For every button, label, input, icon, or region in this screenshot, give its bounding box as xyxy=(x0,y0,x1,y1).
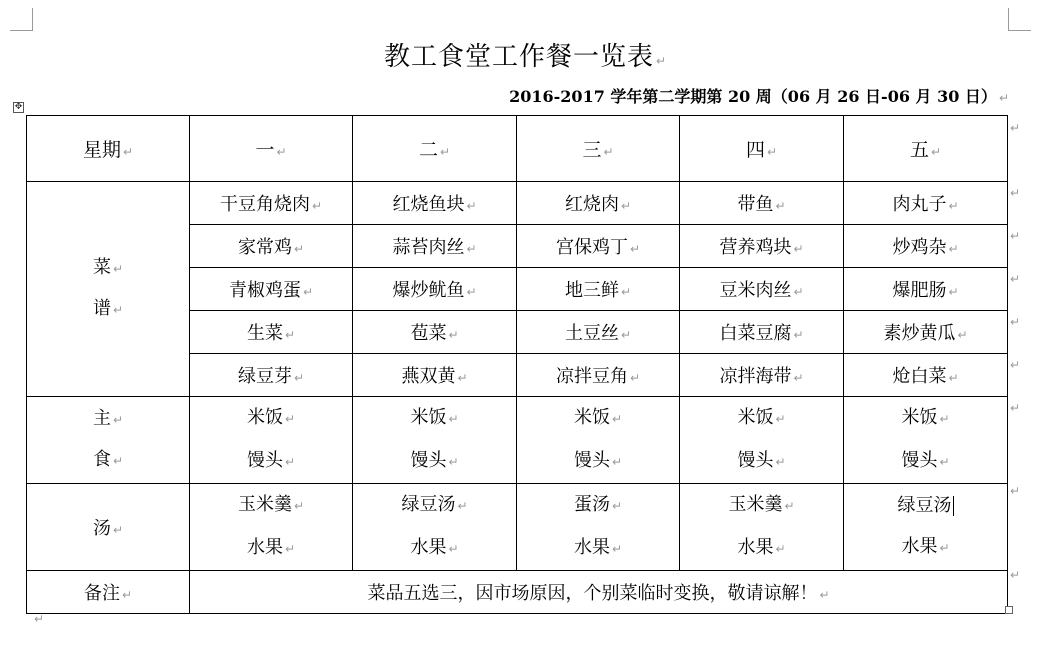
menu-table xyxy=(26,115,1008,614)
dish-cell[interactable]: 燕双黄 ↵ xyxy=(353,354,517,397)
menu-section-label[interactable]: 菜 ↵ 谱 ↵ xyxy=(27,182,190,397)
dish-cell[interactable]: 绿豆芽 ↵ xyxy=(190,354,353,397)
header-row xyxy=(27,116,1008,182)
dish-cell[interactable]: 蒜苔肉丝 ↵ xyxy=(353,225,517,268)
dish-cell[interactable]: 凉拌海带 ↵ xyxy=(680,354,844,397)
soup-cell[interactable]: 绿豆汤 水果 ↵ xyxy=(844,484,1008,571)
day-header[interactable]: 二 ↵ xyxy=(353,116,517,182)
dish-cell[interactable]: 青椒鸡蛋 ↵ xyxy=(190,268,353,311)
crop-mark-top-left xyxy=(10,8,33,31)
dish-cell[interactable]: 素炒黄瓜 ↵ xyxy=(844,311,1008,354)
soup-cell[interactable]: 玉米羹 ↵ 水果 ↵ xyxy=(680,484,844,571)
dish-cell[interactable]: 家常鸡 ↵ xyxy=(190,225,353,268)
row-end-mark: ↵ xyxy=(1010,401,1021,415)
soup-cell[interactable]: 蛋汤 ↵ 水果 ↵ xyxy=(517,484,680,571)
table-move-handle-icon[interactable]: ✥ xyxy=(14,102,23,112)
dish-cell[interactable]: 红烧肉 ↵ xyxy=(517,182,680,225)
row-end-mark: ↵ xyxy=(1010,121,1021,135)
dish-cell[interactable]: 生菜 ↵ xyxy=(190,311,353,354)
row-end-mark: ↵ xyxy=(1010,358,1021,372)
dish-cell[interactable]: 豆米肉丝 ↵ xyxy=(680,268,844,311)
staple-cell[interactable]: 米饭 ↵ 馒头 ↵ xyxy=(190,397,353,484)
text-cursor xyxy=(953,496,954,516)
day-header[interactable]: 三 ↵ xyxy=(517,116,680,182)
page-title: 教工食堂工作餐一览表 ↵ xyxy=(383,42,668,72)
dish-cell[interactable]: 苞菜 ↵ xyxy=(353,311,517,354)
row-end-mark: ↵ xyxy=(1010,568,1021,582)
note-text[interactable]: 菜品五选三，因市场原因，个别菜临时变换，敬请谅解！ ↵ xyxy=(190,571,1008,614)
row-end-mark: ↵ xyxy=(1010,229,1021,243)
soup-cell[interactable]: 玉米羹 ↵ 水果 ↵ xyxy=(190,484,353,571)
dish-cell[interactable]: 爆炒鱿鱼 ↵ xyxy=(353,268,517,311)
staple-section-label[interactable]: 主 ↵ 食 ↵ xyxy=(27,397,190,484)
staple-cell[interactable]: 米饭 ↵ 馒头 ↵ xyxy=(844,397,1008,484)
soup-row xyxy=(27,484,1008,571)
staple-cell[interactable]: 米饭 ↵ 馒头 ↵ xyxy=(680,397,844,484)
dish-cell[interactable]: 带鱼 ↵ xyxy=(680,182,844,225)
dish-cell[interactable]: 土豆丝 ↵ xyxy=(517,311,680,354)
document-end-mark: ↵ xyxy=(34,612,45,626)
row-end-mark: ↵ xyxy=(1010,272,1021,286)
soup-section-label[interactable]: 汤 ↵ xyxy=(27,484,190,571)
day-header[interactable]: 一 ↵ xyxy=(190,116,353,182)
staple-cell[interactable]: 米饭 ↵ 馒头 ↵ xyxy=(353,397,517,484)
dish-cell[interactable]: 爆肥肠 ↵ xyxy=(844,268,1008,311)
dish-cell[interactable]: 红烧鱼块 ↵ xyxy=(353,182,517,225)
menu-row xyxy=(27,182,1008,225)
day-header[interactable]: 四 ↵ xyxy=(680,116,844,182)
dish-cell[interactable]: 炝白菜 ↵ xyxy=(844,354,1008,397)
staple-cell[interactable]: 米饭 ↵ 馒头 ↵ xyxy=(517,397,680,484)
page-subtitle: 2016-2017 学年第二学期第 20 周（06 月 26 日-06 月 30 日） ↵ xyxy=(509,87,1009,106)
dish-cell[interactable]: 凉拌豆角 ↵ xyxy=(517,354,680,397)
dish-cell[interactable]: 白菜豆腐 ↵ xyxy=(680,311,844,354)
row-end-mark: ↵ xyxy=(1010,315,1021,329)
dish-cell[interactable]: 宫保鸡丁 ↵ xyxy=(517,225,680,268)
note-label[interactable]: 备注 ↵ xyxy=(27,571,190,614)
dish-cell[interactable]: 地三鲜 ↵ xyxy=(517,268,680,311)
row-end-mark: ↵ xyxy=(1010,186,1021,200)
dish-cell[interactable]: 肉丸子 ↵ xyxy=(844,182,1008,225)
note-row xyxy=(27,571,1008,614)
dish-cell[interactable]: 干豆角烧肉 ↵ xyxy=(190,182,353,225)
staple-row xyxy=(27,397,1008,484)
soup-cell[interactable]: 绿豆汤 ↵ 水果 ↵ xyxy=(353,484,517,571)
dish-cell[interactable]: 营养鸡块 ↵ xyxy=(680,225,844,268)
crop-mark-top-right xyxy=(1008,8,1031,31)
day-header[interactable]: 五 ↵ xyxy=(844,116,1008,182)
row-end-mark: ↵ xyxy=(1010,484,1021,498)
weekday-header-label[interactable]: 星期 ↵ xyxy=(27,116,190,182)
table-resize-handle[interactable] xyxy=(1005,606,1013,614)
dish-cell[interactable]: 炒鸡杂 ↵ xyxy=(844,225,1008,268)
